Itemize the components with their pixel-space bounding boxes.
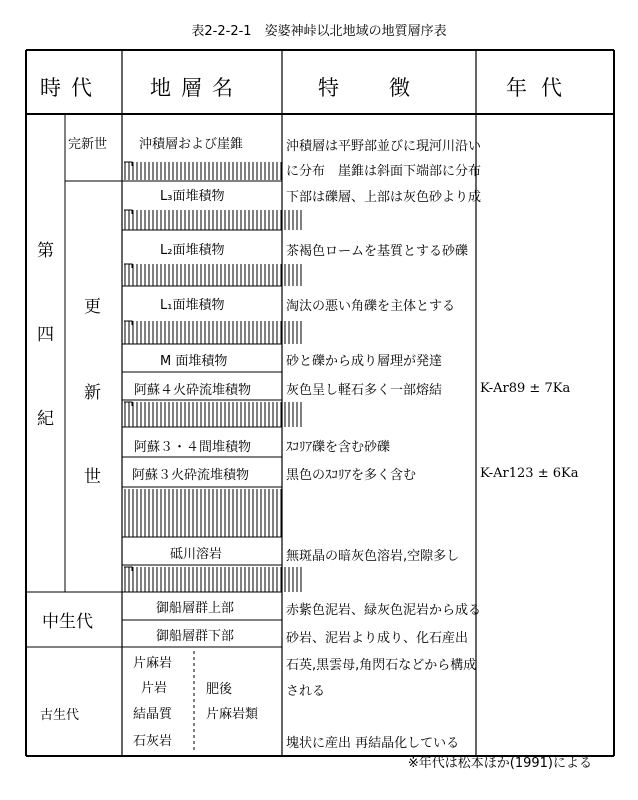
quaternary-label-3: 紀 <box>37 409 54 429</box>
feature-mifune-lower: 砂岩、泥岩より成り、化石産出 <box>286 631 469 646</box>
formation-flake: 片岩 <box>141 681 168 696</box>
age-aso4: K-Ar89 ± 7Ka <box>480 381 571 396</box>
header-feature: 特徴 <box>318 76 460 100</box>
formation-limestone: 石灰岩 <box>133 734 173 749</box>
header-era: 時代 <box>40 76 102 100</box>
formation-aso3: 阿蘇３火砕流堆積物 <box>132 468 250 483</box>
formation-l1: L₁面堆積物 <box>160 298 225 313</box>
feature-aso3: 黒色のｽｺﾘｱを多く含む <box>286 468 417 483</box>
footnote: ※年代は松本ほか(1991)による <box>407 756 592 771</box>
formation-mifune-lower: 御船層群下部 <box>156 629 235 644</box>
feature-paleo-1: 石英,黒雲母,角閃石などから構成 <box>286 658 477 673</box>
feature-aso34: ｽｺﾘｱ礫を含む砂礫 <box>286 440 391 455</box>
formation-alluvium: 沖積層および崖錐 <box>139 137 244 152</box>
feature-mifune-upper: 赤紫色泥岩、緑灰色泥岩から成る <box>286 603 482 618</box>
formation-togawa: 砥川溶岩 <box>170 547 223 562</box>
feature-m: 砂と礫から成り層理が発達 <box>286 354 443 369</box>
table-title: 表2-2-2-1 姿婆神峠以北地域の地質層序表 <box>191 24 447 39</box>
feature-l3: 下部は礫層、上部は灰色砂より成 <box>286 190 482 205</box>
feature-paleo-3: 塊状に産出 再結晶化している <box>286 736 460 751</box>
formation-l3: L₃面堆積物 <box>160 189 225 204</box>
formation-crystalline: 結晶質 <box>133 707 173 722</box>
holocene-label: 完新世 <box>68 137 108 152</box>
feature-alluvium-1: 沖積層は平野部並びに現河川沿い <box>286 139 482 154</box>
feature-paleo-2: される <box>286 684 326 699</box>
quaternary-label-2: 四 <box>37 325 54 345</box>
feature-alluvium-2: に分布 崖錐は斜面下端部に分布 <box>286 164 482 179</box>
pleistocene-label-1: 更 <box>84 297 101 317</box>
formation-schist: 片麻岩 <box>133 656 173 671</box>
paleozoic-label: 古生代 <box>40 708 80 723</box>
formation-higo-2: 片麻岩類 <box>206 707 259 722</box>
quaternary-label-1: 第 <box>37 241 54 261</box>
header-formation: 地層名 <box>150 76 243 100</box>
header-age: 年代 <box>506 76 576 100</box>
formation-mifune-upper: 御船層群上部 <box>156 601 235 616</box>
age-aso3: K-Ar123 ± 6Ka <box>480 466 579 481</box>
pleistocene-label-2: 新 <box>84 383 101 403</box>
pleistocene-label-3: 世 <box>84 467 101 487</box>
mesozoic-label: 中生代 <box>42 612 93 632</box>
formation-higo-1: 肥後 <box>206 682 233 697</box>
formation-l2: L₂面堆積物 <box>160 243 225 258</box>
unconformity-hatching <box>124 162 302 592</box>
feature-l1: 淘汰の悪い角礫を主体とする <box>286 299 456 314</box>
feature-aso4: 灰色呈し軽石多く一部熔結 <box>286 383 443 398</box>
feature-togawa: 無斑晶の暗灰色溶岩,空隙多し <box>286 549 460 564</box>
formation-m: M 面堆積物 <box>160 354 228 369</box>
formation-aso4: 阿蘇４火砕流堆積物 <box>134 383 252 398</box>
feature-l2: 茶褐色ロームを基質とする砂礫 <box>286 244 469 259</box>
formation-aso34: 阿蘇３・４間堆積物 <box>134 440 252 455</box>
